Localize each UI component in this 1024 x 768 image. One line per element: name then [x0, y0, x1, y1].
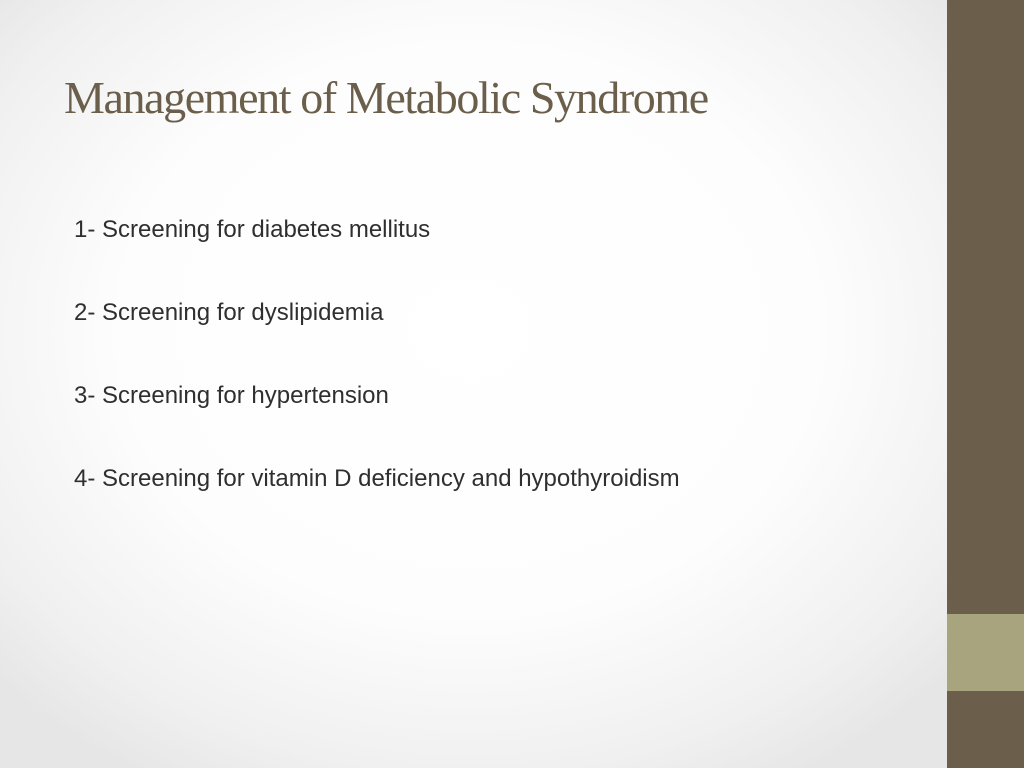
slide-title: Management of Metabolic Syndrome	[64, 72, 708, 123]
bullet-item-4: 4- Screening for vitamin D deficiency and hypothyroidism	[74, 465, 680, 492]
bullet-item-1: 1- Screening for diabetes mellitus	[74, 216, 431, 243]
side-accent-block	[947, 614, 1024, 691]
bullet-item-2: 2- Screening for dyslipidemia	[74, 299, 384, 326]
bullet-list	[74, 212, 680, 544]
bullet-item-3: 3- Screening for hypertension	[74, 382, 389, 409]
